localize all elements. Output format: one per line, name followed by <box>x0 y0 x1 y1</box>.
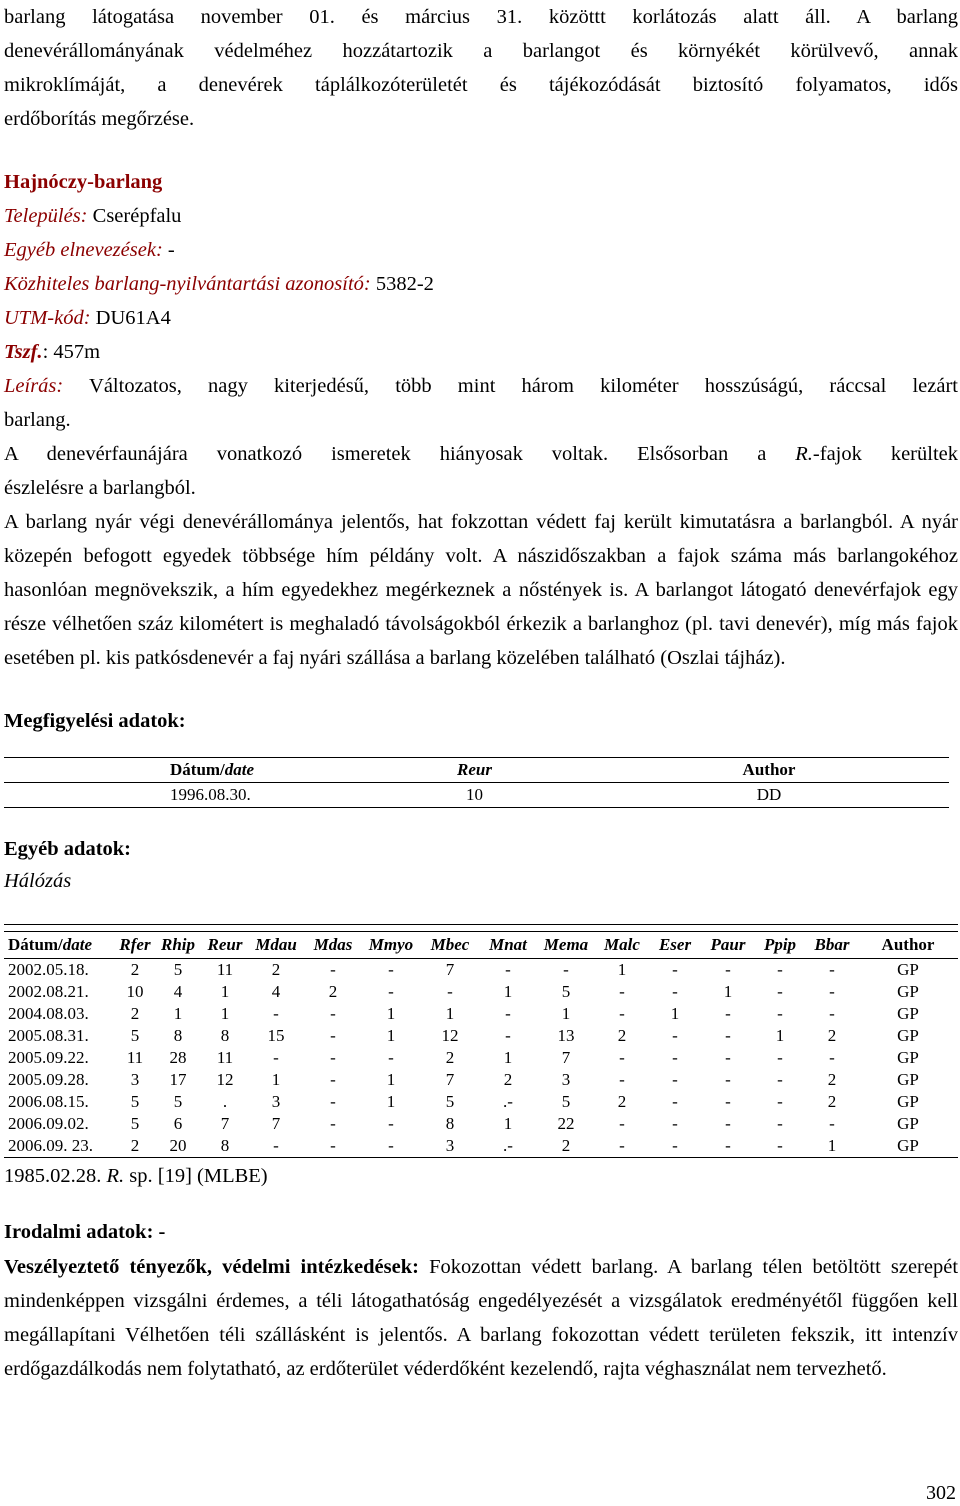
table-cell-date: 2005.08.31. <box>8 1026 89 1045</box>
table-cell-author: GP <box>897 1004 919 1023</box>
table-cell-count: 1 <box>561 1004 571 1023</box>
table-cell-author: GP <box>897 960 919 979</box>
table-cell-count: - <box>330 1048 336 1067</box>
table-cell-count: 5 <box>130 1114 140 1133</box>
table-cell-count: 5 <box>445 1092 455 1111</box>
network-header-species-mbec: Mbec <box>420 932 480 959</box>
table-cell-count: - <box>777 1004 783 1023</box>
description-text: Változatos, nagy kiterjedésű, több mint három kilométer hosszúságú, ráccsal lezárt <box>89 375 959 397</box>
table-cell-count: 28 <box>169 1048 187 1067</box>
observation-count: 10 <box>360 783 589 808</box>
table-cell-count: 1 <box>220 1004 230 1023</box>
table-cell-count: 20 <box>154 1135 202 1158</box>
table-cell-count: 5 <box>130 1092 140 1111</box>
table-cell-count: 11 <box>216 960 234 979</box>
table-cell-count: - <box>505 960 511 979</box>
table-cell-count: 2 <box>271 960 281 979</box>
observation-author: DD <box>589 783 949 808</box>
table-cell-count: - <box>829 1048 835 1067</box>
table-cell-count: 1 <box>220 982 230 1001</box>
registry-value: 5382-2 <box>375 273 434 295</box>
network-header-species-mnat: Mnat <box>480 932 536 959</box>
table-cell-date: 2002.05.18. <box>8 960 89 979</box>
settlement-row <box>4 199 958 233</box>
table-cell-count: 5 <box>561 982 571 1001</box>
table-row <box>4 1113 958 1135</box>
elevation-label: Tszf. <box>4 341 43 363</box>
table-cell-count: - <box>619 1004 625 1023</box>
table-cell-count: 2 <box>827 1070 837 1089</box>
table-cell-count: - <box>330 1092 336 1111</box>
table-cell-count: - <box>273 1048 279 1067</box>
table-cell-count: - <box>330 1004 336 1023</box>
table-cell-count: - <box>596 1135 648 1158</box>
table-cell-author: GP <box>897 1092 919 1111</box>
table-cell-count: 8 <box>173 1026 183 1045</box>
table-row <box>4 1069 958 1091</box>
observation-header-row <box>4 758 949 783</box>
table-row <box>4 1003 958 1025</box>
table-cell-count: 1 <box>386 1092 396 1111</box>
table-cell-count: - <box>725 1004 731 1023</box>
table-row <box>4 1025 958 1047</box>
table-cell-count: 7 <box>445 1070 455 1089</box>
table-cell-count: 15 <box>267 1026 285 1045</box>
fauna-genus: R. <box>795 443 813 465</box>
table-cell-count: 2 <box>328 982 338 1001</box>
network-header-species-reur: Reur <box>202 932 248 959</box>
table-cell-count: - <box>388 982 394 1001</box>
table-cell-count: - <box>829 982 835 1001</box>
table-cell-count: . <box>222 1092 228 1111</box>
table-cell-count: - <box>777 960 783 979</box>
table-cell-count: - <box>388 1048 394 1067</box>
table-cell-count: - <box>672 1048 678 1067</box>
table-cell-count: 1 <box>386 1004 396 1023</box>
table-cell-count: - <box>648 1135 702 1158</box>
table-cell-count: - <box>672 1114 678 1133</box>
table-cell-count: 17 <box>169 1070 187 1089</box>
table-cell-date: 2005.09.28. <box>8 1070 89 1089</box>
table-cell-count: - <box>777 1070 783 1089</box>
table-cell-count: - <box>725 960 731 979</box>
table-cell-count: 4 <box>173 982 183 1001</box>
table-cell-date: 2006.08.15. <box>8 1092 89 1111</box>
table-cell-count: - <box>388 1114 394 1133</box>
table-cell-count: - <box>619 1048 625 1067</box>
description-label: Leírás: <box>4 375 64 397</box>
table-cell-count: 1 <box>806 1135 858 1158</box>
fauna-line-2: észlelésre a barlangból. <box>4 477 196 499</box>
table-cell-author: GP <box>858 1135 958 1158</box>
table-cell-count: 2 <box>827 1026 837 1045</box>
intro-line-1: barlang látogatása november 01. és március 31. közöttt korlátozás alatt áll. A barlang <box>4 6 958 28</box>
network-header-species-mema: Mema <box>536 932 596 959</box>
table-cell-count: - <box>505 1004 511 1023</box>
table-cell-count: 1 <box>617 960 627 979</box>
table-cell-count: 1 <box>723 982 733 1001</box>
table-cell-count: 2 <box>617 1026 627 1045</box>
table-cell-count: - <box>505 1026 511 1045</box>
table-cell-count: 3 <box>420 1135 480 1158</box>
table-cell-count: 1 <box>503 1114 513 1133</box>
literature-label: Irodalmi adatok: - <box>4 1221 166 1243</box>
table-cell-count: 3 <box>561 1070 571 1089</box>
network-header-date: Dátum/date <box>4 932 116 959</box>
table-cell-date: 2005.09.22. <box>8 1048 89 1067</box>
network-header-species-paur: Paur <box>702 932 754 959</box>
table-cell-count: 2 <box>617 1092 627 1111</box>
network-top-rule <box>4 925 958 932</box>
table-cell-count: - <box>330 1114 336 1133</box>
utm-row <box>4 301 958 335</box>
table-cell-count: 2 <box>503 1070 513 1089</box>
observation-heading: Megfigyelési adatok: <box>4 710 186 732</box>
table-cell-count: - <box>829 1004 835 1023</box>
table-cell-count: - <box>304 1135 362 1158</box>
elevation-row <box>4 335 958 369</box>
settlement-label: Település: <box>4 205 88 227</box>
table-cell-count: - <box>725 1092 731 1111</box>
table-cell-count: - <box>725 1114 731 1133</box>
table-cell-count: 7 <box>271 1114 281 1133</box>
table-cell-count: 2 <box>827 1092 837 1111</box>
network-header-species-mdau: Mdau <box>248 932 304 959</box>
table-cell-count: 8 <box>445 1114 455 1133</box>
table-cell-count: 5 <box>561 1092 571 1111</box>
other-data-heading: Egyéb adatok: <box>4 838 132 860</box>
table-cell-count: - <box>248 1135 304 1158</box>
table-row <box>4 1047 958 1069</box>
table-cell-count: 5 <box>173 960 183 979</box>
network-header-species-mdas: Mdas <box>304 932 362 959</box>
network-header-row <box>4 932 958 959</box>
intro-line-3: mikroklímáját, a denevérek táplálkozóterületét és tájékozódását biztosító folyamatos, idős <box>4 74 958 96</box>
table-row <box>4 1091 958 1113</box>
table-cell-count: 7 <box>220 1114 230 1133</box>
table-cell-count: - <box>619 1114 625 1133</box>
observation-header-author: Author <box>589 758 949 783</box>
table-cell-count: - <box>672 960 678 979</box>
table-cell-count: 1 <box>503 1048 513 1067</box>
table-cell-count: - <box>829 1114 835 1133</box>
utm-value: DU61A4 <box>95 307 171 329</box>
table-cell-author: GP <box>897 982 919 1001</box>
network-header-species-rhip: Rhip <box>154 932 202 959</box>
other-names-row <box>4 233 958 267</box>
table-cell-count: 8 <box>202 1135 248 1158</box>
table-cell-count: - <box>702 1135 754 1158</box>
description-line-2: barlang. <box>4 409 71 431</box>
other-names-label: Egyéb elnevezések: <box>4 239 163 261</box>
table-cell-count: - <box>754 1135 806 1158</box>
table-cell-count: 11 <box>216 1048 234 1067</box>
fauna-text-b: -fajok kerültek <box>812 443 958 465</box>
table-cell-count: - <box>829 960 835 979</box>
table-cell-count: 1 <box>670 1004 680 1023</box>
table-cell-count: - <box>672 1092 678 1111</box>
table-cell-count: - <box>273 1004 279 1023</box>
table-cell-date: 2004.08.03. <box>8 1004 89 1023</box>
table-cell-count: 1 <box>386 1026 396 1045</box>
network-header-author: Author <box>858 932 958 959</box>
table-cell-count: 8 <box>220 1026 230 1045</box>
threats-text: Fokozottan védett barlang. A barlang télen betöltött szerepét mindenképpen vizsgálni érdemes, a téli látogathatóság engedélyezését a vizsgálatok eredményétől függően kell megállapítani Vélhetően téli szállásként is jelentős. A barlang fokozottan védett területen fekszik, itt intenzív erdőgazdálkodás nem folytatható, az erdőterület véderdőként kezelendő, rajta véghasználat nem tervezhető. <box>4 1256 959 1380</box>
network-note-date: 1985.02.28. <box>4 1165 102 1187</box>
table-cell-count: - <box>777 1114 783 1133</box>
table-cell-count: 5 <box>173 1092 183 1111</box>
table-cell-count: - <box>619 1070 625 1089</box>
table-cell-count: 2 <box>116 1135 154 1158</box>
table-row <box>4 783 949 808</box>
other-data-subheading: Hálózás <box>4 870 72 892</box>
table-cell-count: - <box>362 1135 420 1158</box>
table-cell-count: 11 <box>126 1048 144 1067</box>
table-cell-count: - <box>330 1070 336 1089</box>
table-cell-count: - <box>777 1092 783 1111</box>
table-cell-count: - <box>672 982 678 1001</box>
table-cell-count: - <box>777 982 783 1001</box>
table-cell-count: - <box>777 1048 783 1067</box>
table-row <box>4 1135 958 1158</box>
network-header-species-mmyo: Mmyo <box>362 932 420 959</box>
network-header-species-eser: Eser <box>648 932 702 959</box>
table-cell-count: 2 <box>536 1135 596 1158</box>
table-cell-count: - <box>672 1070 678 1089</box>
table-cell-count: 2 <box>130 1004 140 1023</box>
fauna-paragraph: A barlang nyár végi denevérállománya jelentős, hat fokzottan védett faj került kimutatásra a barlangból. A nyár közepén befogott egyedek többsége hím példány volt. A nászidőszakban a fajok száma más barlangokéhoz hasonlóan megnövekszik, a hím egyedekhez megérkeznek a nőstények is. A barlangot látogató denevérfajok egy része vélhetően száz kilométert is meghaladó távolságokból érkezik a barlanghoz (pl. tavi denevér), míg más fajok esetében pl. kis patkósdenevér a faj nyári szállása a barlang közelében található (Oszlai tájház). <box>4 511 958 669</box>
table-row <box>4 959 958 982</box>
elevation-value: : 457m <box>42 341 101 363</box>
table-cell-count: - <box>388 960 394 979</box>
table-cell-count: - <box>725 1048 731 1067</box>
network-header-species-bbar: Bbar <box>806 932 858 959</box>
table-cell-count: - <box>725 1026 731 1045</box>
table-cell-count: 4 <box>271 982 281 1001</box>
table-cell-count: 5 <box>130 1026 140 1045</box>
fauna-text-a: A denevérfaunájára vonatkozó ismeretek hiányosak voltak. Elsősorban a <box>4 443 767 465</box>
table-cell-count: 2 <box>130 960 140 979</box>
table-cell-count: 22 <box>557 1114 575 1133</box>
observation-table <box>4 757 949 808</box>
table-cell-date: 2002.08.21. <box>8 982 89 1001</box>
table-cell-count: 3 <box>130 1070 140 1089</box>
table-cell-count: 1 <box>271 1070 281 1089</box>
table-cell-count: - <box>330 1026 336 1045</box>
registry-label: Közhiteles barlang-nyilvántartási azonosító: <box>4 273 371 295</box>
description-line-1 <box>4 369 958 403</box>
other-names-value: - <box>167 239 175 261</box>
table-cell-count: - <box>672 1026 678 1045</box>
table-cell-count: 1 <box>173 1004 183 1023</box>
table-cell-author: GP <box>897 1048 919 1067</box>
table-cell-count: 7 <box>561 1048 571 1067</box>
table-cell-count: - <box>447 982 453 1001</box>
table-cell-count: 7 <box>445 960 455 979</box>
network-header-species-rfer: Rfer <box>116 932 154 959</box>
table-cell-author: GP <box>897 1114 919 1133</box>
threats-label: Veszélyeztető tényezők, védelmi intézkedések: <box>4 1256 419 1278</box>
table-cell-count: .- <box>503 1092 513 1111</box>
network-header-species-ppip: Ppip <box>754 932 806 959</box>
table-cell-count: - <box>330 960 336 979</box>
table-cell-count: 2 <box>445 1048 455 1067</box>
table-cell-count: 13 <box>557 1026 575 1045</box>
table-cell-count: 1 <box>445 1004 455 1023</box>
observation-header-species: Reur <box>457 760 492 779</box>
table-cell-author: GP <box>897 1070 919 1089</box>
table-cell-date: 2006.09.02. <box>8 1114 89 1133</box>
table-cell-date: 2006.09. 23. <box>4 1135 116 1158</box>
table-cell-author: GP <box>897 1026 919 1045</box>
network-note-rest: sp. [19] (MLBE) <box>129 1165 268 1187</box>
table-cell-count: - <box>563 960 569 979</box>
registry-row <box>4 267 958 301</box>
table-cell-count: - <box>619 982 625 1001</box>
table-cell-count: 3 <box>271 1092 281 1111</box>
table-cell-count: - <box>725 1070 731 1089</box>
network-table <box>4 924 958 1158</box>
table-cell-count: 1 <box>386 1070 396 1089</box>
observation-date: 1996.08.30. <box>170 783 360 808</box>
intro-line-4: erdőborítás megőrzése. <box>4 108 195 130</box>
table-cell-count: 1 <box>503 982 513 1001</box>
table-cell-count: 12 <box>441 1026 459 1045</box>
network-header-species-malc: Malc <box>596 932 648 959</box>
table-cell-count: 1 <box>775 1026 785 1045</box>
table-cell-count: 6 <box>173 1114 183 1133</box>
table-cell-count: .- <box>480 1135 536 1158</box>
network-note-genus: R. <box>106 1165 125 1187</box>
table-row <box>4 981 958 1003</box>
table-cell-count: 12 <box>216 1070 234 1089</box>
intro-line-2: denevérállományának védelméhez hozzátartozik a barlangot és környékét körülvevő, annak <box>4 40 958 62</box>
cave-title: Hajnóczy-barlang <box>4 171 163 193</box>
utm-label: UTM-kód: <box>4 307 91 329</box>
fauna-line-1 <box>4 437 958 471</box>
page-number: 302 <box>926 1482 956 1504</box>
network-note <box>4 1161 268 1191</box>
settlement-value: Cserépfalu <box>92 205 182 227</box>
threats-paragraph <box>4 1250 958 1386</box>
observation-header-date: Dátum/date <box>170 758 360 783</box>
table-cell-count: 10 <box>126 982 144 1001</box>
